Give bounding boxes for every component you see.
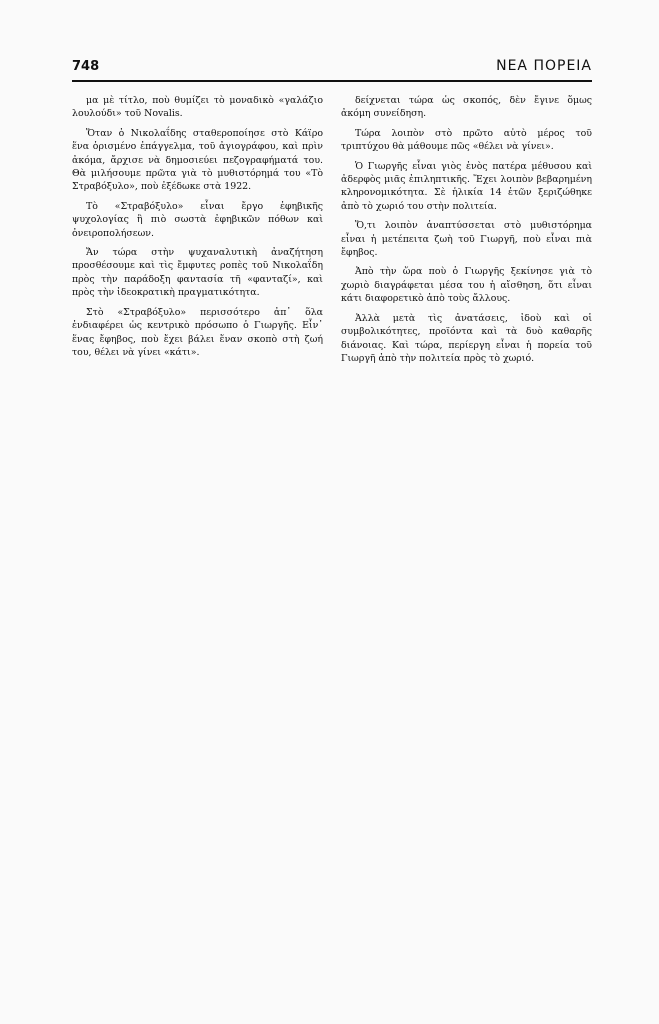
paragraph: Τώρα λοιπὸν στὸ πρῶτο αὐτὸ μέρος τοῦ τριπτύχου θὰ μάθουμε πῶς «θέλει νὰ γίνει». [341,127,592,153]
paragraph: Στὸ «Στραβόξυλο» περισσότερο ἀπ᾿ ὅλα ἐνδιαφέρει ὡς κεντρικὸ πρόσωπο ὁ Γιωργῆς. Εἶν᾿ ἕνας ἔφηβος, ποὺ ἔχει βάλει ἕναν σκοπὸ στὴ ζωή του, θέλει νὰ γίνει «κάτι». [72,306,323,358]
paragraph: Ἀλλὰ μετὰ τὶς ἀνατάσεις, ἰδοὺ καὶ οἱ συμβολικότητες, προϊόντα καὶ τὰ δυὸ καθαρῆς διάνοιας. Καὶ τώρα, περίεργη εἶναι ἡ πορεία τοῦ Γιωργῆ ἀπὸ τὴν πολιτεία πρὸς τὸ χωριό. [341,312,592,364]
page-number: 748 [72,59,100,74]
paragraph: Ὅταν ὁ Νικολαΐδης σταθεροποίησε στὸ Κάϊρο ἕνα ὁρισμένο ἐπάγγελμα, τοῦ ἀγιογράφου, καὶ πρὶν ἀκόμα, ἄρχισε νὰ δημοσιεύει πεζογραφήματά του. Θὰ μιλήσουμε πρῶτα γιὰ τὸ μυθιστόρημά του «Τὸ Στραβόξυλο», ποὺ ἐξέδωκε στὰ 1922. [72,127,323,193]
paragraph: Ἀπὸ τὴν ὥρα ποὺ ὁ Γιωργῆς ξεκίνησε γιὰ τὸ χωριὸ διαγράφεται μέσα του ἡ αἴσθηση, ὅτι εἶναι κάτι διαφορετικὸ ἀπὸ τοὺς ἄλλους. [341,266,592,305]
page-header [72,58,592,82]
paragraph: δείχνεται τώρα ὡς σκοπός, δὲν ἔγινε ὅμως ἀκόμη συνείδηση. [341,95,592,120]
left-column [72,94,323,371]
paragraph: Τὸ «Στραβόξυλο» εἶναι ἔργο ἐφηβικῆς ψυχολογίας ἢ πιὸ σωστὰ ἐφηβικῶν πόθων καὶ ὀνειροπολήσεων. [72,200,323,239]
paragraph: Ὁ Γιωργῆς εἶναι γιὸς ἑνὸς πατέρα μέθυσου καὶ ἀδερφὸς μιᾶς ἐπιληπτικῆς. Ἔχει λοιπὸν βεβαρημένη κληρονομικότητα. Σὲ ἡλικία 14 ἐτῶν ξεριζώθηκε ἀπὸ τὸ χωριό του στὴν πολιτεία. [341,160,592,212]
paragraph: Ὅ,τι λοιπὸν ἀναπτύσσεται στὸ μυθιστόρημα εἶναι ἡ μετέπειτα ζωὴ τοῦ Γιωργῆ, ποὺ εἶναι πιὰ ἔφηβος. [341,220,592,259]
journal-title: ΝΕΑ ΠΟΡΕΙΑ [496,58,592,74]
paragraph: Ἄν τώρα στὴν ψυχαναλυτικὴ ἀναζήτηση προσθέσουμε καὶ τὶς ἔμφυτες ροπὲς τοῦ Νικολαΐδη πρὸς τὴν παράδοξη φαντασία τῆ «φανταζί», καὶ πρὸς τὴν ἰδεοκρατικὴ πραγματικότητα. [72,247,323,299]
text-columns [72,94,592,371]
document-page [72,58,592,371]
right-column [341,94,592,371]
paragraph: μα μὲ τίτλο, ποὺ θυμίζει τὸ μοναδικὸ «γαλάζιο λουλούδι» τοῦ Novalis. [72,95,323,120]
